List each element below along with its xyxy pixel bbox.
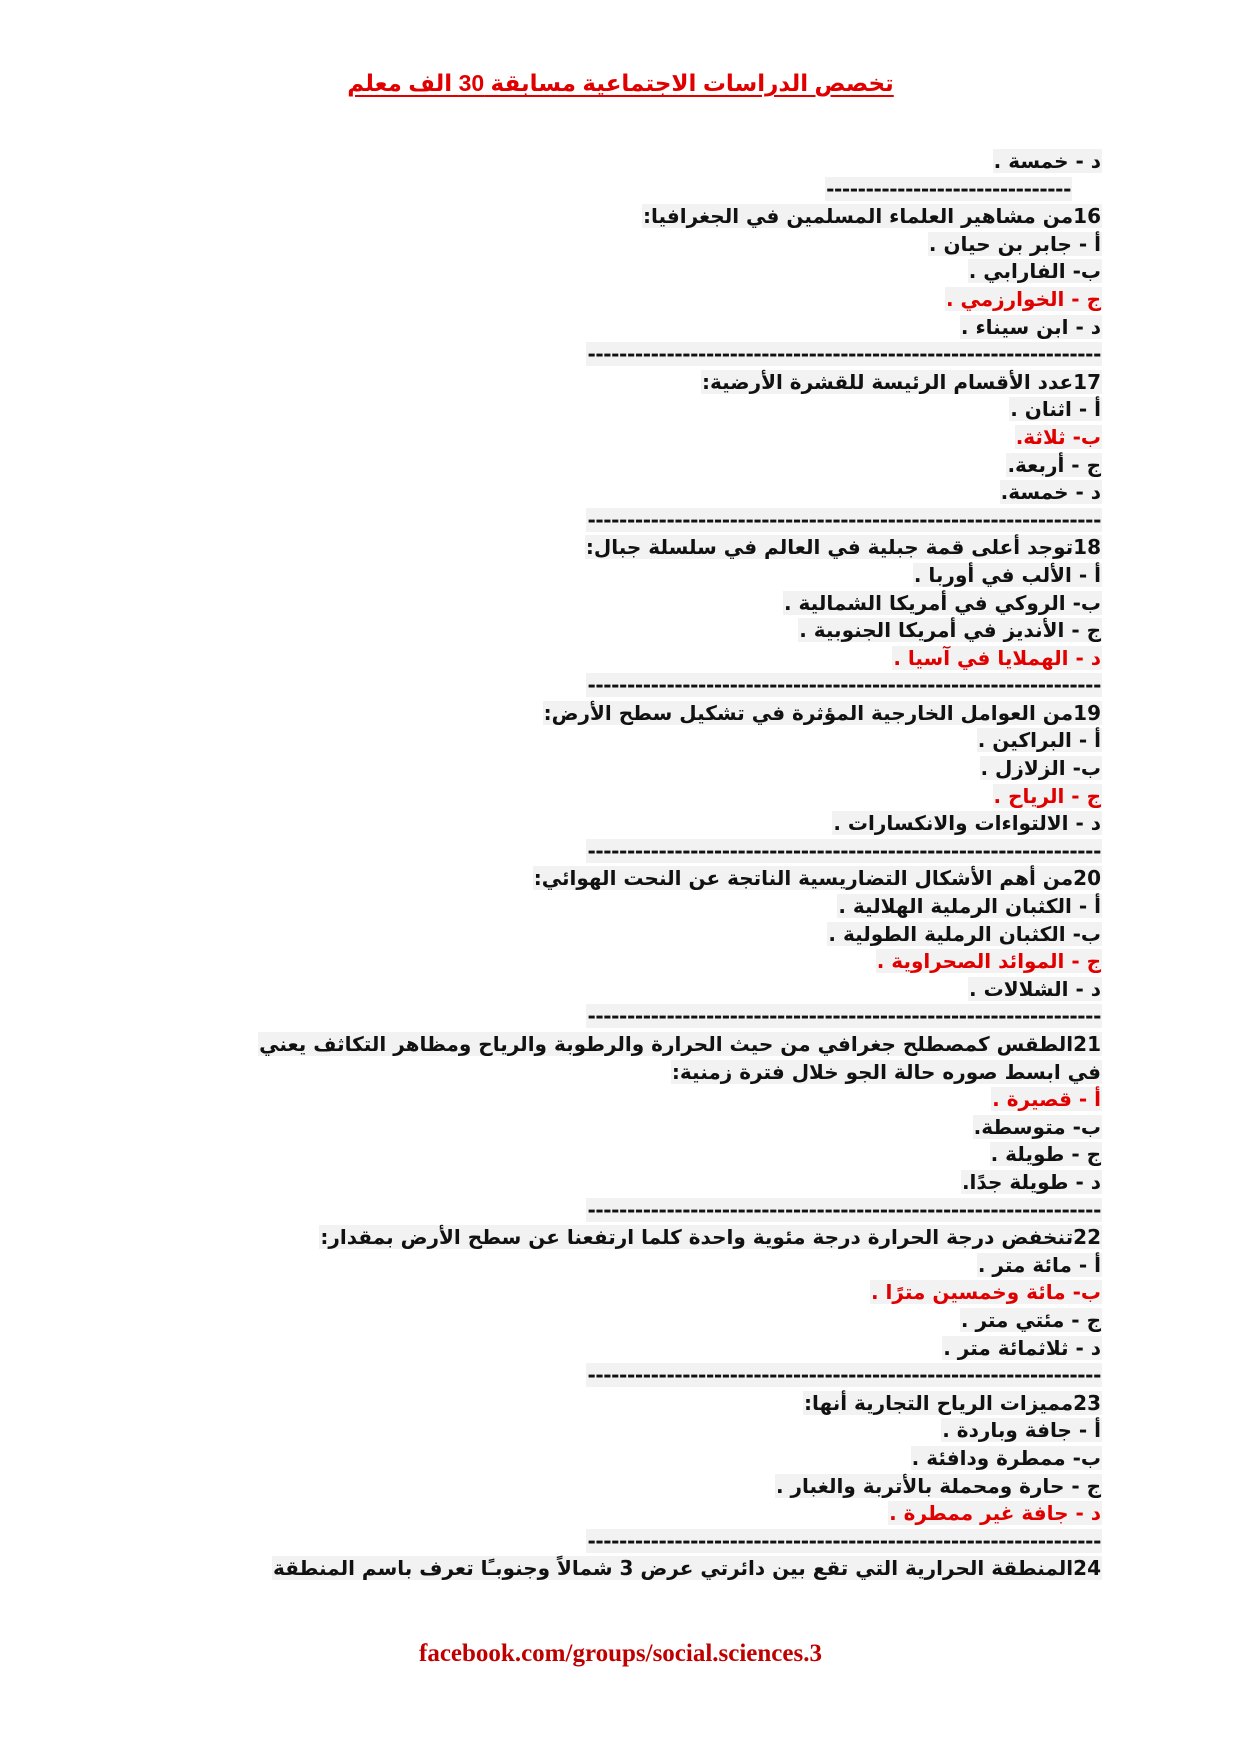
answer-b: ب- الروكي في أمريكا الشمالية .	[783, 590, 1101, 615]
answer-a: أ - الألب في أوربا .	[913, 562, 1101, 587]
question-17: 17عدد الأقسام الرئيسة للقشرة الأرضية:	[701, 369, 1101, 394]
correct-answer: د - الهملايا في آسيا .	[893, 645, 1101, 670]
correct-answer: د - جافة غير ممطرة .	[889, 1501, 1101, 1526]
answer-c: ج - طويلة .	[990, 1142, 1101, 1167]
answer-b: ب- الكثبان الرملية الطولية .	[828, 921, 1101, 946]
separator: -------------------------------	[826, 176, 1071, 201]
answer-d: د - خمسة.	[1000, 480, 1101, 505]
answer-a: أ - جابر بن حيان .	[928, 231, 1101, 256]
answer-d: د - طويلة جدًا.	[961, 1169, 1101, 1194]
answer-a: أ - جافة وباردة .	[942, 1418, 1101, 1443]
question-20: 20من أهم الأشكال التضاريسية الناتجة عن النحت الهوائي:	[533, 866, 1101, 891]
question-21-continued: في ابسط صوره حالة الجو خلال فترة زمنية:	[671, 1059, 1101, 1084]
separator: -----------------------------------------------------------------	[587, 1363, 1101, 1388]
separator: -----------------------------------------------------------------	[587, 1197, 1101, 1222]
correct-answer: ج - الرياح .	[993, 783, 1101, 808]
answer-b: ب- الزلازل .	[980, 756, 1101, 781]
separator: -----------------------------------------------------------------	[587, 838, 1101, 863]
answer-c: ج - مئتي متر .	[960, 1307, 1101, 1332]
question-21: 21الطقس كمصطلح جغرافي من حيث الحرارة والرطوبة والرياح ومظاهر التكاثف يعني	[259, 1032, 1101, 1056]
answer-d: د - ثلاثمائة متر .	[943, 1335, 1101, 1360]
separator: -----------------------------------------------------------------	[587, 342, 1101, 367]
question-23: 23مميزات الرياح التجارية أنها:	[803, 1390, 1101, 1415]
answer-b: ب- متوسطة.	[973, 1114, 1101, 1139]
answer-d: د - خمسة .	[993, 149, 1101, 173]
answer-a: أ - البراكين .	[977, 728, 1101, 753]
correct-answer: ب- ثلاثة.	[1015, 424, 1101, 449]
correct-answer: أ - قصيرة .	[992, 1087, 1101, 1112]
separator: -----------------------------------------------------------------	[587, 673, 1101, 698]
answer-a: أ - اثنان .	[1010, 397, 1101, 422]
answer-a: أ - الكثبان الرملية الهلالية .	[838, 894, 1101, 919]
answer-b: ب- الفارابي .	[968, 259, 1101, 284]
separator: -----------------------------------------------------------------	[587, 507, 1101, 532]
correct-answer: ب- مائة وخمسين مترًا .	[871, 1280, 1101, 1305]
correct-answer: ج - الخوارزمي .	[945, 286, 1101, 311]
answer-a: أ - مائة متر .	[977, 1252, 1101, 1277]
answer-d: د - الالتواءات والانكسارات .	[833, 811, 1101, 836]
answer-b: ب- ممطرة ودافئة .	[911, 1445, 1101, 1470]
question-18: 18توجد أعلى قمة جبلية في العالم في سلسلة جبال:	[585, 535, 1101, 560]
answer-d: د - الشلالات .	[969, 976, 1101, 1001]
question-24: 24المنطقة الحرارية التي تقع بين دائرتي عرض 3 شمالاً وجنوبـًا تعرف باسم المنطقة	[273, 1556, 1101, 1581]
separator: -----------------------------------------------------------------	[587, 1528, 1101, 1553]
question-list	[142, 148, 1102, 1583]
answer-c: ج - حارة ومحملة بالأتربة والغبار .	[775, 1473, 1101, 1498]
question-16: 16من مشاهير العلماء المسلمين في الجغرافيا:	[642, 204, 1101, 229]
footer-link[interactable]: facebook.com/groups/social.sciences.3	[419, 1640, 822, 1667]
correct-answer: ج - الموائد الصحراوية .	[876, 949, 1101, 974]
separator: -----------------------------------------------------------------	[587, 1004, 1101, 1029]
answer-c: ج - أربعة.	[1007, 452, 1101, 477]
answer-c: ج - الأنديز في أمريكا الجنوبية .	[799, 618, 1101, 643]
answer-d: د - ابن سيناء .	[960, 314, 1101, 339]
page-title: تخصص الدراسات الاجتماعية مسابقة 30 الف معلم	[347, 70, 894, 96]
question-19: 19من العوامل الخارجية المؤثرة في تشكيل سطح الأرض:	[543, 700, 1101, 725]
question-22: 22تنخفض درجة الحرارة درجة مئوية واحدة كلما ارتفعنا عن سطح الأرض بمقدار:	[320, 1225, 1101, 1250]
